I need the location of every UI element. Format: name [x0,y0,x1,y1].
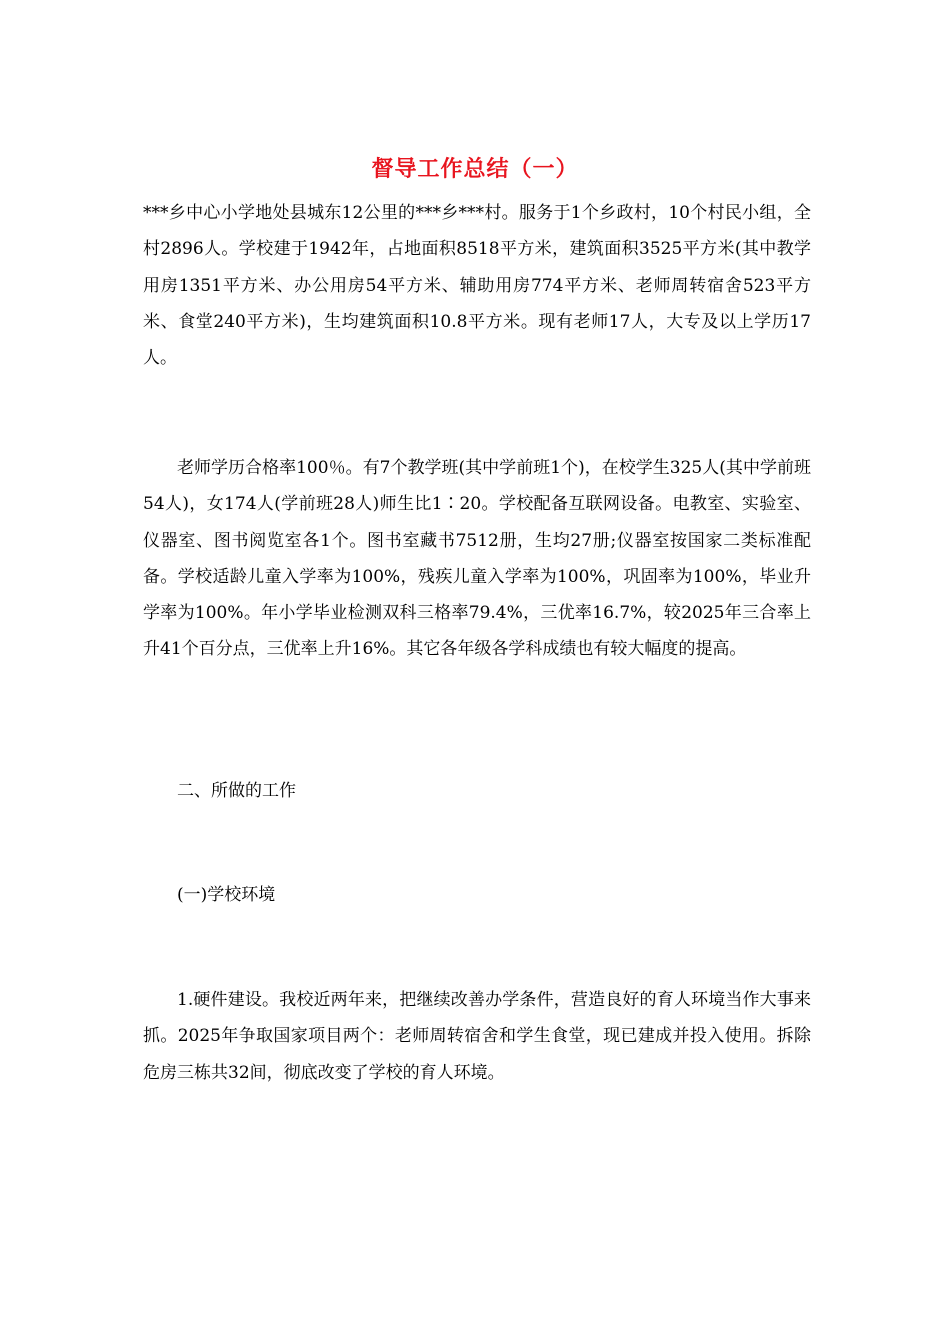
section-heading-work-done: 二、所做的工作 [177,781,296,801]
statistics-paragraph: 老师学历合格率100％。有7个教学班(其中学前班1个)，在校学生325人(其中学前班54人)，女174人(学前班28人)师生比1∶20。学校配备互联网设备。电教室、实验室、仪器室、图书阅览室各1个。图书室藏书7512册，生均27册;仪器室按国家二类标准配备。学校适龄儿童入学率为100%，残疾儿童入学率为100%，巩固率为100%，毕业升学率为100%。年小学毕业检测双科三格率79.4%，三优率16.7%，较2025年三合率上升41个百分点，三优率上升16%。其它各年级各学科成绩也有较大幅度的提高。 [143,458,811,660]
hardware-paragraph: 1.硬件建设。我校近两年来，把继续改善办学条件，营造良好的育人环境当作大事来抓。2025年争取国家项目两个：老师周转宿舍和学生食堂，现已建成并投入使用。拆除危房三栋共32间，彻底改变了学校的育人环境。 [143,990,811,1083]
document-title: 督导工作总结（一） [371,157,579,182]
subsection-heading-school-environment: (一)学校环境 [177,885,276,905]
intro-paragraph: ***乡中心小学地处县城东12公里的***乡***村。服务于1个乡政村，10个村民小组，全村2896人。学校建于1942年，占地面积8518平方米，建筑面积3525平方米(其中教学用房1351平方米、办公用房54平方米、辅助用房774平方米、老师周转宿舍523平方米、食堂240平方米)，生均建筑面积10.8平方米。现有老师17人，大专及以上学历17人。 [143,203,811,369]
